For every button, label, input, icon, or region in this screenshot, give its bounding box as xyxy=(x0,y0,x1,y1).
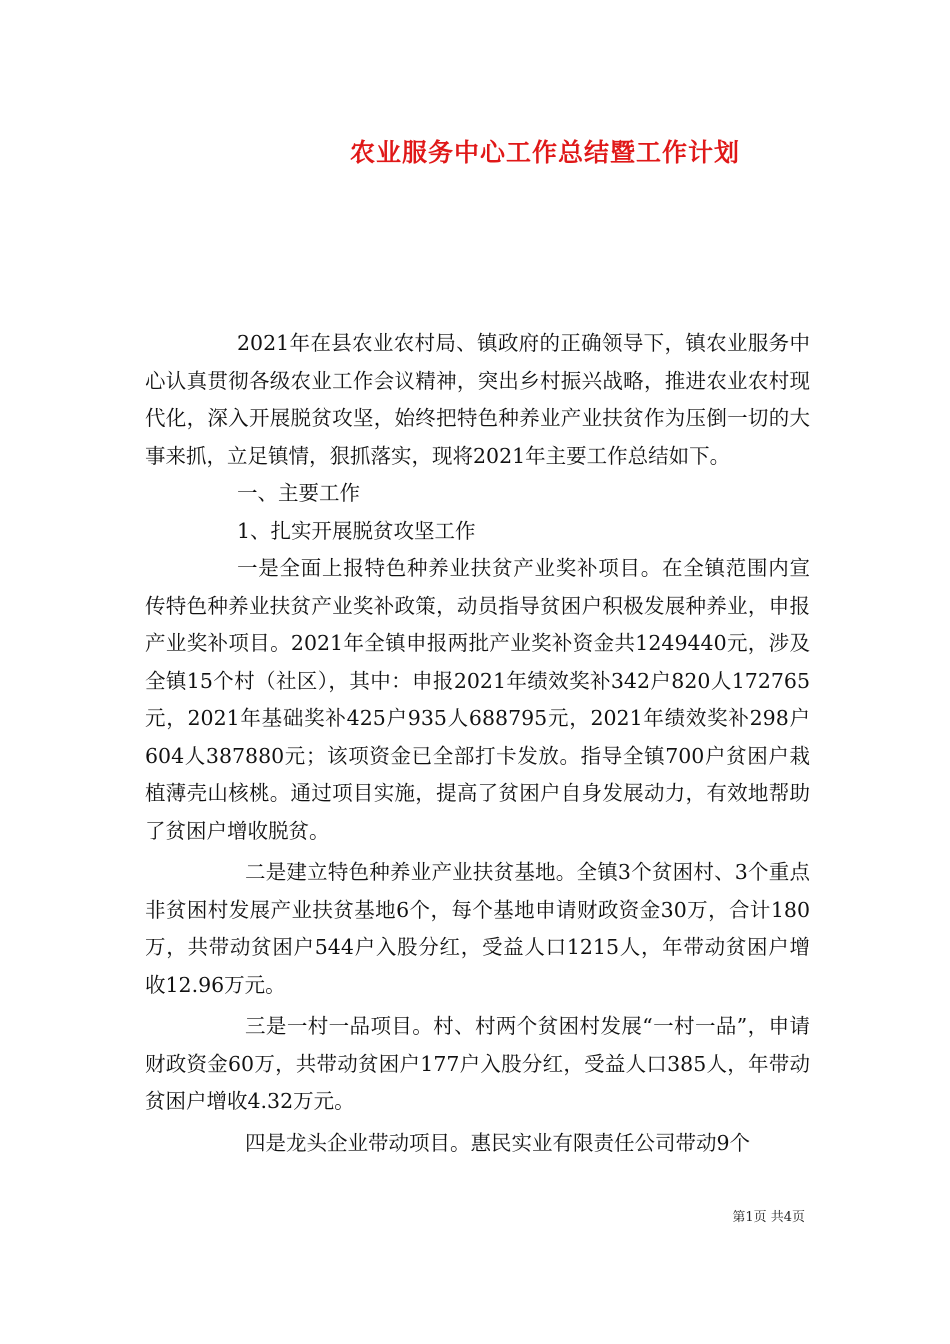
intro-paragraph: 2021年在县农业农村局、镇政府的正确领导下，镇农业服务中心认真贯彻各级农业工作会议精神，突出乡村振兴战略，推进农业农村现代化，深入开展脱贫攻坚，始终把特色种养业产业扶贫作为压倒一切的大事来抓，立足镇情，狠抓落实，现将2021年主要工作总结如下。 xyxy=(145,331,810,468)
paragraph-third-item: 三是一村一品项目。村、村两个贫困村发展“一村一品”，申请财政资金60万，共带动贫困户177户入股分红，受益人口385人，年带动贫困户增收4.32万元。 xyxy=(145,1014,810,1113)
page-number: 第1页 共4页 xyxy=(732,1210,805,1225)
paragraph-first-item: 一是全面上报特色种养业扶贫产业奖补项目。在全镇范围内宣传特色种养业扶贫产业奖补政策，动员指导贫困户积极发展种养业，申报产业奖补项目。2021年全镇申报两批产业奖补资金共1249440元，涉及全镇15个村（社区），其中：申报2021年绩效奖补342户820人172765元，2021年基础奖补425户935人688795元，2021年绩效奖补298户604人387880元；该项资金已全部打卡发放。指导全镇700户贫困户栽植薄壳山核桃。通过项目实施，提高了贫困户自身发展动力，有效地帮助了贫困户增收脱贫。 xyxy=(145,556,810,843)
section-heading: 一、主要工作 xyxy=(237,481,360,505)
document-body xyxy=(145,325,810,1162)
paragraph-second-item: 二是建立特色种养业产业扶贫基地。全镇3个贫困村、3个重点非贫困村发展产业扶贫基地6个，每个基地申请财政资金30万，合计180万，共带动贫困户544户入股分红，受益人口1215人，年带动贫困户增收12.96万元。 xyxy=(145,860,810,997)
subsection-heading: 1、扎实开展脱贫攻坚工作 xyxy=(237,518,476,543)
document-title: 农业服务中心工作总结暨工作计划 xyxy=(349,138,740,167)
paragraph-fourth-item: 四是龙头企业带动项目。惠民实业有限责任公司带动9个 xyxy=(245,1130,751,1155)
